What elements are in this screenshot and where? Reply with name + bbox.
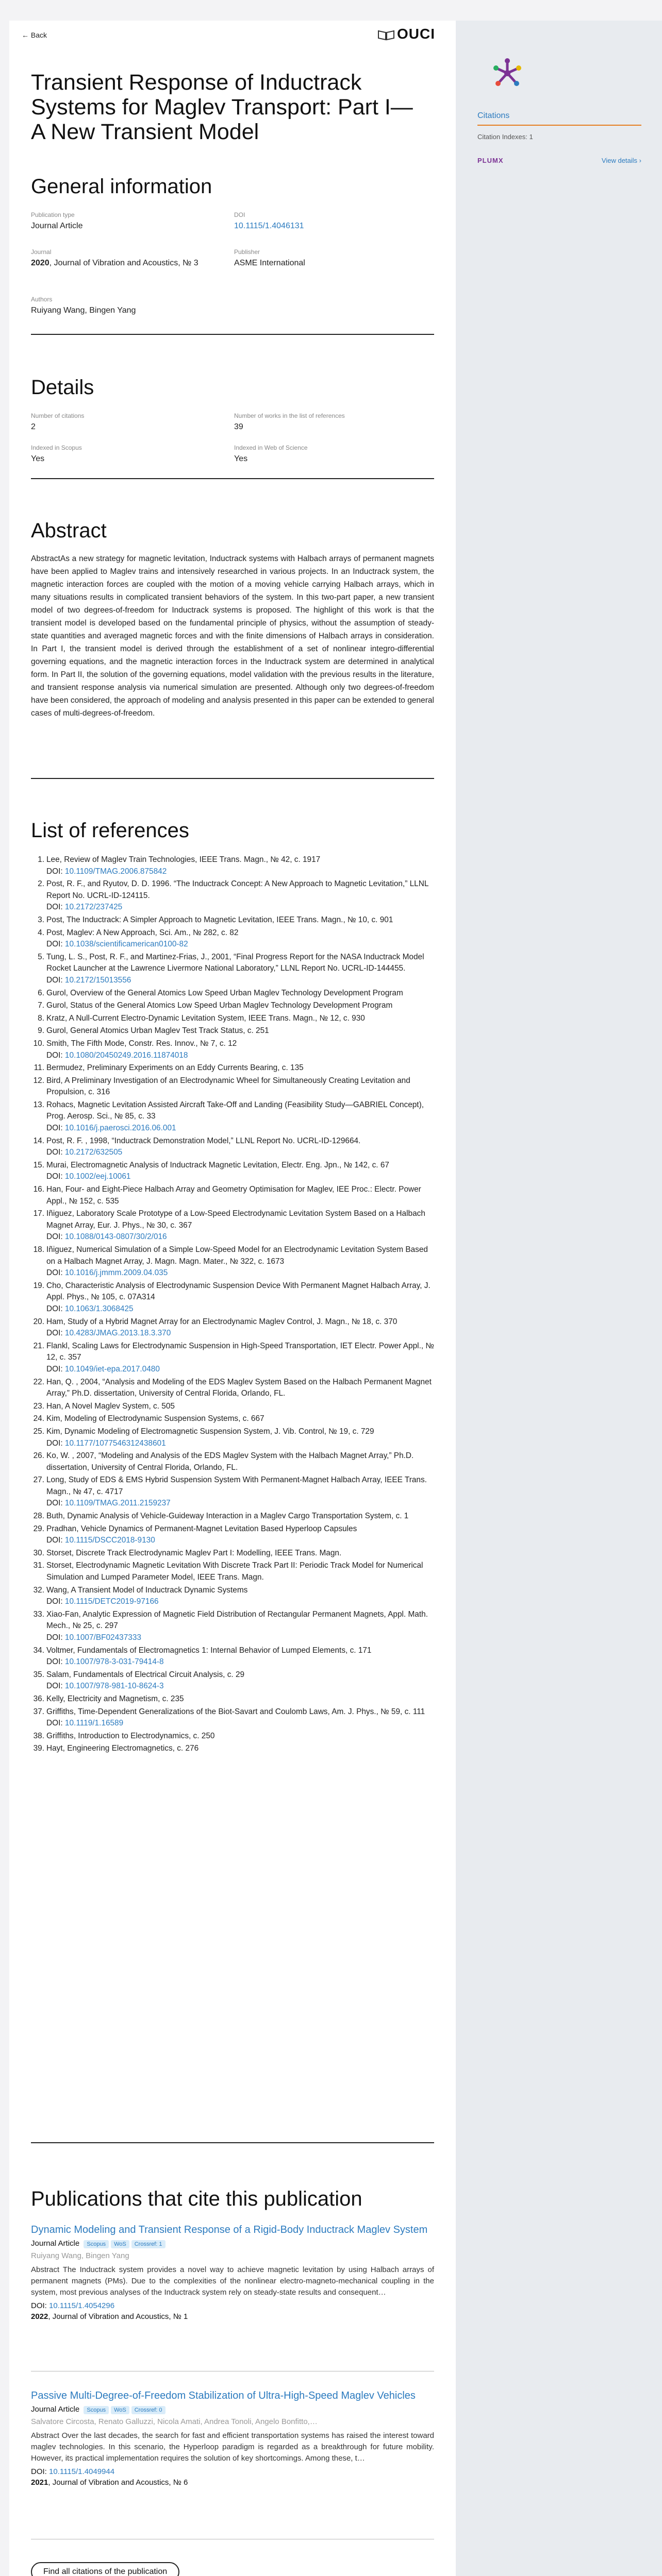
reference-item <box>31 1548 434 1560</box>
reference-text: Han, A Novel Maglev System, с. 505 <box>46 1401 175 1411</box>
general-heading: General information <box>31 175 212 198</box>
reference-item <box>31 1645 434 1668</box>
reference-text: Lee, Review of Maglev Train Technologies, IEEE Trans. Magn., № 42, с. 1917 <box>46 855 321 864</box>
reference-doi-link[interactable]: DOI: 10.1177/1077546312438601 <box>46 1438 166 1448</box>
reference-number: 33. <box>33 1609 44 1619</box>
reference-item <box>31 952 434 987</box>
scopus-badge[interactable]: Scopus <box>84 2406 109 2414</box>
reference-number: 16. <box>33 1185 44 1194</box>
reference-number: 6. <box>38 988 44 997</box>
reference-item <box>31 914 434 926</box>
reference-text: Murai, Electromagnetic Analysis of Inductrack Magnetic Levitation, Electr. Eng. Jpn., № 142, с. 67 <box>46 1160 389 1170</box>
reference-number: 20. <box>33 1317 44 1326</box>
reference-number: 29. <box>33 1524 44 1533</box>
wos-badge[interactable]: WoS <box>111 2240 129 2248</box>
reference-text: Storset, Electrodynamic Magnetic Levitation With Discrete Track Part II: Periodic Track Model for Numerical Simulation and Lumped Parameter Model, IEEE Trans. Magn. <box>46 1561 423 1582</box>
reference-number: 17. <box>33 1209 44 1218</box>
journal-field: Journal 2020, Journal of Vibration and Acoustics, № 3 <box>31 248 198 267</box>
reference-number: 21. <box>33 1341 44 1350</box>
back-link[interactable]: ← Back <box>22 31 47 39</box>
reference-item <box>31 1038 434 1061</box>
find-all-citations-button[interactable]: Find all citations of the publication <box>31 2562 179 2576</box>
reference-text: Kim, Modeling of Electrodynamic Suspension Systems, с. 667 <box>46 1414 264 1423</box>
reference-number: 32. <box>33 1585 44 1595</box>
reference-number: 15. <box>33 1160 44 1170</box>
doi-field: DOI 10.1115/1.4046131 <box>234 211 304 230</box>
reference-number: 38. <box>33 1731 44 1740</box>
reference-item <box>31 1706 434 1730</box>
reference-number: 37. <box>33 1707 44 1716</box>
reference-number: 13. <box>33 1100 44 1109</box>
reference-item <box>31 1025 434 1037</box>
divider <box>31 778 434 779</box>
reference-item <box>31 1208 434 1243</box>
reference-text: Bermudez, Preliminary Experiments on an Eddy Currents Bearing, с. 135 <box>46 1063 304 1073</box>
top-bar <box>0 0 662 21</box>
reference-text: Pradhan, Vehicle Dynamics of Permanent-Magnet Levitation Based Hyperloop Capsules <box>46 1524 357 1533</box>
reference-text: Post, Maglev: A New Approach, Sci. Am., № 282, с. 82 <box>46 928 239 937</box>
reference-item <box>31 1244 434 1279</box>
citing-title[interactable]: Passive Multi-Degree-of-Freedom Stabilization of Ultra-High-Speed Maglev Vehicles <box>31 2390 416 2401</box>
sidebar <box>456 21 662 2576</box>
divider <box>31 478 434 479</box>
reference-doi-link[interactable]: DOI: 10.1063/1.3068425 <box>46 1304 134 1313</box>
reference-text: Kim, Dynamic Modeling of Electromagnetic Suspension System, J. Vib. Control, № 19, с. 729 <box>46 1427 374 1436</box>
reference-doi-link[interactable]: DOI: 10.1016/j.jmmm.2009.04.035 <box>46 1268 168 1278</box>
reference-number: 18. <box>33 1245 44 1254</box>
reference-number: 4. <box>38 928 44 937</box>
doi-link[interactable]: 10.1115/1.4046131 <box>234 222 304 230</box>
reference-number: 19. <box>33 1281 44 1290</box>
reference-text: Hayt, Engineering Electromagnetics, с. 276 <box>46 1744 199 1753</box>
reference-text: Gurol, Overview of the General Atomics Low Speed Urban Maglev Technology Development Program <box>46 988 403 997</box>
references-count: Number of works in the list of references 39 <box>234 412 345 431</box>
reference-item <box>31 1184 434 1207</box>
reference-doi-link[interactable]: DOI: 10.2172/237425 <box>46 903 123 912</box>
reference-number: 5. <box>38 952 44 961</box>
plumx-widget <box>477 157 641 164</box>
crossref-badge[interactable]: Crossref: 0 <box>131 2406 166 2414</box>
reference-doi-link[interactable]: DOI: 10.2172/632505 <box>46 1148 123 1157</box>
reference-doi-link[interactable]: DOI: 10.1115/DETC2019-97166 <box>46 1597 159 1606</box>
reference-item <box>31 988 434 999</box>
reference-number: 31. <box>33 1561 44 1570</box>
book-icon <box>377 29 395 41</box>
reference-doi-link[interactable]: DOI: 10.1002/eej.10061 <box>46 1172 131 1181</box>
citing-doi-link[interactable]: 10.1115/1.4054296 <box>49 2301 115 2310</box>
reference-item <box>31 1341 434 1376</box>
abstract-heading: Abstract <box>31 519 107 542</box>
wos-indexed: Indexed in Web of Science Yes <box>234 444 308 463</box>
reference-doi-link[interactable]: DOI: 10.1007/978-3-031-79414-8 <box>46 1657 164 1667</box>
reference-text: Salam, Fundamentals of Electrical Circuit Analysis, с. 29 <box>46 1670 245 1679</box>
reference-doi-link[interactable]: DOI: 10.1049/iet-epa.2017.0480 <box>46 1364 160 1374</box>
citing-abstract: Abstract Over the last decades, the search for fast and efficient transportation systems has raised the interest toward maglev technologies. In this scenario, the Hyperloop paradigm is regarded as a breakthrough for future mobility. However, its practical implementation requires the solution of key shortcomings. Among these, t… <box>31 2431 434 2463</box>
altmetric-icon[interactable] <box>491 57 524 90</box>
reference-number: 22. <box>33 1377 44 1386</box>
reference-text: Buth, Dynamic Analysis of Vehicle-Guideway Interaction in a Maglev Cargo Transportation System, с. 1 <box>46 1512 409 1521</box>
reference-text: Xiao-Fan, Analytic Expression of Magnetic Field Distribution of Rectangular Permanent Magnets, Appl. Math. Mech., № 25, с. 297 <box>46 1609 428 1631</box>
reference-doi-link[interactable]: DOI: 10.1109/TMAG.2006.875842 <box>46 867 167 876</box>
reference-item <box>31 1099 434 1134</box>
reference-item <box>31 1523 434 1547</box>
reference-text: Gurol, General Atomics Urban Maglev Test Track Status, с. 251 <box>46 1026 269 1036</box>
reference-number: 7. <box>38 1001 44 1010</box>
reference-item <box>31 1413 434 1425</box>
reference-number: 11. <box>34 1063 44 1073</box>
reference-doi-link[interactable]: DOI: 10.1119/1.16589 <box>46 1719 124 1728</box>
main-content <box>9 21 456 2576</box>
citing-authors: Ruiyang Wang, Bingen Yang <box>31 2251 129 2260</box>
reference-doi-link[interactable]: DOI: 10.2172/15013556 <box>46 975 131 985</box>
scopus-badge[interactable]: Scopus <box>84 2240 109 2248</box>
reference-number: 9. <box>38 1026 44 1036</box>
reference-text: Wang, A Transient Model of Inductrack Dynamic Systems <box>46 1585 248 1595</box>
reference-item <box>31 1669 434 1692</box>
reference-number: 30. <box>33 1548 44 1557</box>
citing-abstract: Abstract The Inductrack system provides a novel way to achieve magnetic levitation by using Halbach arrays of permanent magnets (PMs). Due to the complexities of the nonlinear electro-magneto-mechanical coupling in the system, most previous analyses of the Inductrack system rely on steady-state results and consequent… <box>31 2265 434 2297</box>
reference-number: 2. <box>38 879 44 889</box>
references-heading: List of references <box>31 819 189 842</box>
view-details-link[interactable]: View details › <box>601 157 641 164</box>
reference-item <box>31 1560 434 1583</box>
reference-text: Rohacs, Magnetic Levitation Assisted Aircraft Take-Off and Landing (Feasibility Study—GABRIEL Concept), Prog. Aerosp. Sci., № 85, с. 33 <box>46 1100 424 1121</box>
reference-text: Kratz, A Null-Current Electro-Dynamic Levitation System, IEEE Trans. Magn., № 12, с. 930 <box>46 1013 365 1023</box>
reference-item <box>31 1013 434 1025</box>
reference-text: Post, The Inductrack: A Simpler Approach to Magnetic Levitation, IEEE Trans. Magn., № 10, с. 901 <box>46 915 393 924</box>
reference-text: Post, R. F., and Ryutov, D. D. 1996. “The Inductrack Concept: A New Approach to Magnetic Levitation,” LLNL Report No. UCRL-ID-124115. <box>46 879 428 900</box>
reference-text: Bird, A Preliminary Investigation of an Electrodynamic Wheel for Simultaneously Creating Levitation and Propulsion, с. 316 <box>46 1076 410 1097</box>
reference-doi-link[interactable]: DOI: 10.4283/JMAG.2013.18.3.370 <box>46 1329 171 1338</box>
reference-text: Griffiths, Introduction to Electrodynamics, с. 250 <box>46 1731 215 1740</box>
site-logo[interactable]: OUCI <box>377 26 435 42</box>
scopus-indexed: Indexed in Scopus Yes <box>31 444 82 463</box>
reference-number: 25. <box>33 1427 44 1436</box>
reference-text: Tung, L. S., Post, R. F., and Martinez-Frias, J., 2001, “Final Progress Report for the NASA Inductrack Model Rocket Launcher at the Lawrence Livermore National Laboratory,” LLNL Report No. UCRL-ID-144455. <box>46 952 424 973</box>
authors-field: Authors Ruiyang Wang, Bingen Yang <box>31 296 136 315</box>
reference-item <box>31 1000 434 1012</box>
reference-text: Smith, The Fifth Mode, Constr. Res. Innov., № 7, с. 12 <box>46 1039 237 1048</box>
citations-heading: Citations <box>477 111 641 126</box>
reference-doi-link[interactable]: DOI: 10.1038/scientificamerican0100-82 <box>46 940 188 949</box>
citing-heading: Publications that cite this publication <box>31 2188 362 2210</box>
reference-doi-link[interactable]: DOI: 10.1115/DSCC2018-9130 <box>46 1536 155 1545</box>
publisher-field: Publisher ASME International <box>234 248 305 267</box>
reference-doi-link[interactable]: DOI: 10.1080/20450249.2016.11874018 <box>46 1050 188 1060</box>
reference-item <box>31 1609 434 1644</box>
citing-publication: Passive Multi-Degree-of-Freedom Stabilization of Ultra-High-Speed Maglev Vehicles Journal Article Scopus WoS Crossref: 0 Salvatore Circosta, Renato Galluzzi, Nicola Amati, Andrea Tonoli, Angelo Bonfitto,… Abstract Over the last decades, the search for fast and efficient transportation systems has raised the interest toward maglev technologies. In this scenario, the Hyperloop paradigm is regarded as a breakthrough for future mobility. However, its practical implementation requires the solution of key shortcomings. Among these, t… DOI: 10.1115/1.4049944 2021, Journal of Vibration and Acoustics, № 6 <box>31 2390 434 2487</box>
citing-authors: Salvatore Circosta, Renato Galluzzi, Nicola Amati, Andrea Tonoli, Angelo Bonfitto,… <box>31 2417 318 2426</box>
reference-text: Iñiguez, Numerical Simulation of a Simple Low-Speed Model for an Electrodynamic Levitation System Based on a Halbach Magnet Array, J. Magn. Magn. Mater., № 322, с. 1673 <box>46 1245 428 1266</box>
reference-number: 36. <box>33 1694 44 1703</box>
arrow-left-icon: ← <box>22 31 29 39</box>
reference-item <box>31 1062 434 1074</box>
reference-doi-link[interactable]: DOI: 10.1007/BF02437333 <box>46 1633 141 1642</box>
citing-title[interactable]: Dynamic Modeling and Transient Response of a Rigid-Body Inductrack Maglev System <box>31 2224 428 2235</box>
reference-text: Storset, Discrete Track Electrodynamic Maglev Part I: Modelling, IEEE Trans. Magn. <box>46 1548 342 1557</box>
reference-text: Griffiths, Time-Dependent Generalizations of the Biot-Savart and Coulomb Laws, Am. J. Phys., № 59, с. 111 <box>46 1707 425 1716</box>
plumx-logo: PLUMX <box>477 157 504 164</box>
reference-item <box>31 1743 434 1755</box>
citing-doi-link[interactable]: 10.1115/1.4049944 <box>49 2467 115 2476</box>
reference-number: 35. <box>33 1670 44 1679</box>
reference-item <box>31 1450 434 1473</box>
reference-item <box>31 878 434 913</box>
reference-item <box>31 1731 434 1742</box>
reference-item <box>31 1160 434 1183</box>
crossref-badge[interactable]: Crossref: 1 <box>131 2240 166 2248</box>
reference-doi-link[interactable]: DOI: 10.1007/978-981-10-8624-3 <box>46 1682 164 1691</box>
reference-text: Han, Q. , 2004, “Analysis and Modeling of the EDS Maglev System Based on the Halbach Permanent Magnet Array,” Ph.D. dissertation, University of Central Florida, Orlando, FL. <box>46 1377 432 1398</box>
reference-text: Post, R. F. , 1998, “Inductrack Demonstration Model,” LLNL Report No. UCRL-ID-129664. <box>46 1136 361 1145</box>
reference-item <box>31 1075 434 1098</box>
reference-item <box>31 1585 434 1608</box>
reference-item <box>31 1426 434 1449</box>
references-list <box>31 854 434 1756</box>
reference-number: 34. <box>33 1646 44 1655</box>
reference-doi-link[interactable]: DOI: 10.1088/0143-0807/30/2/016 <box>46 1232 167 1242</box>
divider <box>31 334 434 335</box>
reference-item <box>31 1136 434 1159</box>
reference-item <box>31 1511 434 1522</box>
reference-number: 26. <box>33 1451 44 1461</box>
reference-number: 3. <box>38 915 44 924</box>
reference-text: Han, Four- and Eight-Piece Halbach Array and Geometry Optimisation for Maglev, IEE Proc.: Electr. Power Appl., № 152, с. 535 <box>46 1185 421 1206</box>
reference-item <box>31 1401 434 1413</box>
reference-number: 28. <box>33 1512 44 1521</box>
reference-number: 12. <box>33 1076 44 1085</box>
reference-text: Cho, Characteristic Analysis of Electrodynamic Suspension Device With Permanent Magnet Halbach Array, J. Appl. Phys., № 105, с. 07A314 <box>46 1281 431 1302</box>
reference-number: 27. <box>33 1476 44 1485</box>
reference-item <box>31 1316 434 1340</box>
reference-text: Ko, W. , 2007, “Modeling and Analysis of the EDS Maglev System with the Halbach Magnet Array,” Ph.D. dissertation, University of Central Florida, Orlando, FL. <box>46 1451 414 1472</box>
reference-text: Ham, Study of a Hybrid Magnet Array for an Electrodynamic Maglev Control, J. Magn., № 18, с. 370 <box>46 1317 398 1326</box>
citations-panel: Citations Citation Indexes: 1 <box>477 111 641 141</box>
citations-count: Number of citations 2 <box>31 412 85 431</box>
reference-number: 8. <box>38 1013 44 1023</box>
reference-item <box>31 1693 434 1705</box>
reference-doi-link[interactable]: DOI: 10.1016/j.paerosci.2016.06.001 <box>46 1124 176 1133</box>
reference-text: Voltmer, Fundamentals of Electromagnetics 1: Internal Behavior of Lumped Elements, с. 171 <box>46 1646 372 1655</box>
page-title: Transient Response of Inductrack Systems for Maglev Transport: Part I—A New Transient Model <box>31 70 413 144</box>
reference-number: 10. <box>33 1039 44 1048</box>
reference-number: 24. <box>33 1414 44 1423</box>
reference-item <box>31 927 434 951</box>
reference-item <box>31 1377 434 1400</box>
wos-badge[interactable]: WoS <box>111 2406 129 2414</box>
reference-text: Gurol, Status of the General Atomics Low Speed Urban Maglev Technology Development Program <box>46 1001 393 1010</box>
reference-number: 1. <box>38 855 44 864</box>
reference-text: Kelly, Electricity and Magnetism, с. 235 <box>46 1694 184 1703</box>
divider <box>31 2142 434 2143</box>
reference-number: 39. <box>33 1744 44 1753</box>
reference-item <box>31 854 434 877</box>
reference-item <box>31 1280 434 1315</box>
reference-text: Long, Study of EDS & EMS Hybrid Suspension System With Permanent-Magnet Halbach Array, IEEE Trans. Magn., № 47, с. 4717 <box>46 1476 427 1496</box>
reference-text: Flankl, Scaling Laws for Electrodynamic Suspension in High-Speed Transportation, IET Electr. Power Appl., № 12, с. 357 <box>46 1341 434 1362</box>
citing-publication: Dynamic Modeling and Transient Response of a Rigid-Body Inductrack Maglev System Journal Article Scopus WoS Crossref: 1 Ruiyang Wang, Bingen Yang Abstract The Inductrack system provides a novel way to achieve magnetic levitation by using Halbach arrays of permanent magnets (PMs). Due to the complexities of the nonlinear electro-magneto-mechanical coupling in the system, most previous analyses of the Inductrack system rely on steady-state results and consequent… DOI: 10.1115/1.4054296 2022, Journal of Vibration and Acoustics, № 1 <box>31 2224 434 2321</box>
reference-doi-link[interactable]: DOI: 10.1109/TMAG.2011.2159237 <box>46 1499 171 1508</box>
publication-type: Publication type Journal Article <box>31 211 83 230</box>
reference-number: 14. <box>33 1136 44 1145</box>
reference-item <box>31 1475 434 1510</box>
reference-text: Iñiguez, Laboratory Scale Prototype of a Low-Speed Electrodynamic Levitation System Based on a Halbach Magnet Array, Eur. J. Phys., № 30, с. 367 <box>46 1209 425 1230</box>
abstract-text: AbstractAs a new strategy for magnetic levitation, Inductrack systems with Halbach arrays of permanent magnets have been applied to Maglev trains and intensively researched in various projects. In an Inductrack system, the magnetic interaction forces are coupled with the motion of a moving vehicle carrying Halbach arrays, which in many situations results in complicated transient behaviors of the system. In this two-part paper, a new transient model of two degrees-of-freedom for Inductrack systems is proposed. The highlight of this work is that the transient model is developed based on the fundamental principle of physics, without the assumption of steady-state quantities and averaged magnetic forces and with the finite dimensions of Halbach arrays in consideration. In Part I, the transient model is derived through the establishment of a set of nonlinear integro-differential governing equations, and the magnetic interaction forces in the Inductrack system are determined in analytical form. In Part II, the solution of the governing equations, model validation with the previous results in the literature, and transient response analysis via numerical simulation are presented. Although only two degrees-of-freedom have been considered, the approach of modeling and analysis presented in this paper can be extended to general cases of multi-degrees-of-freedom. <box>31 554 434 718</box>
reference-number: 23. <box>33 1401 44 1411</box>
details-heading: Details <box>31 376 94 399</box>
